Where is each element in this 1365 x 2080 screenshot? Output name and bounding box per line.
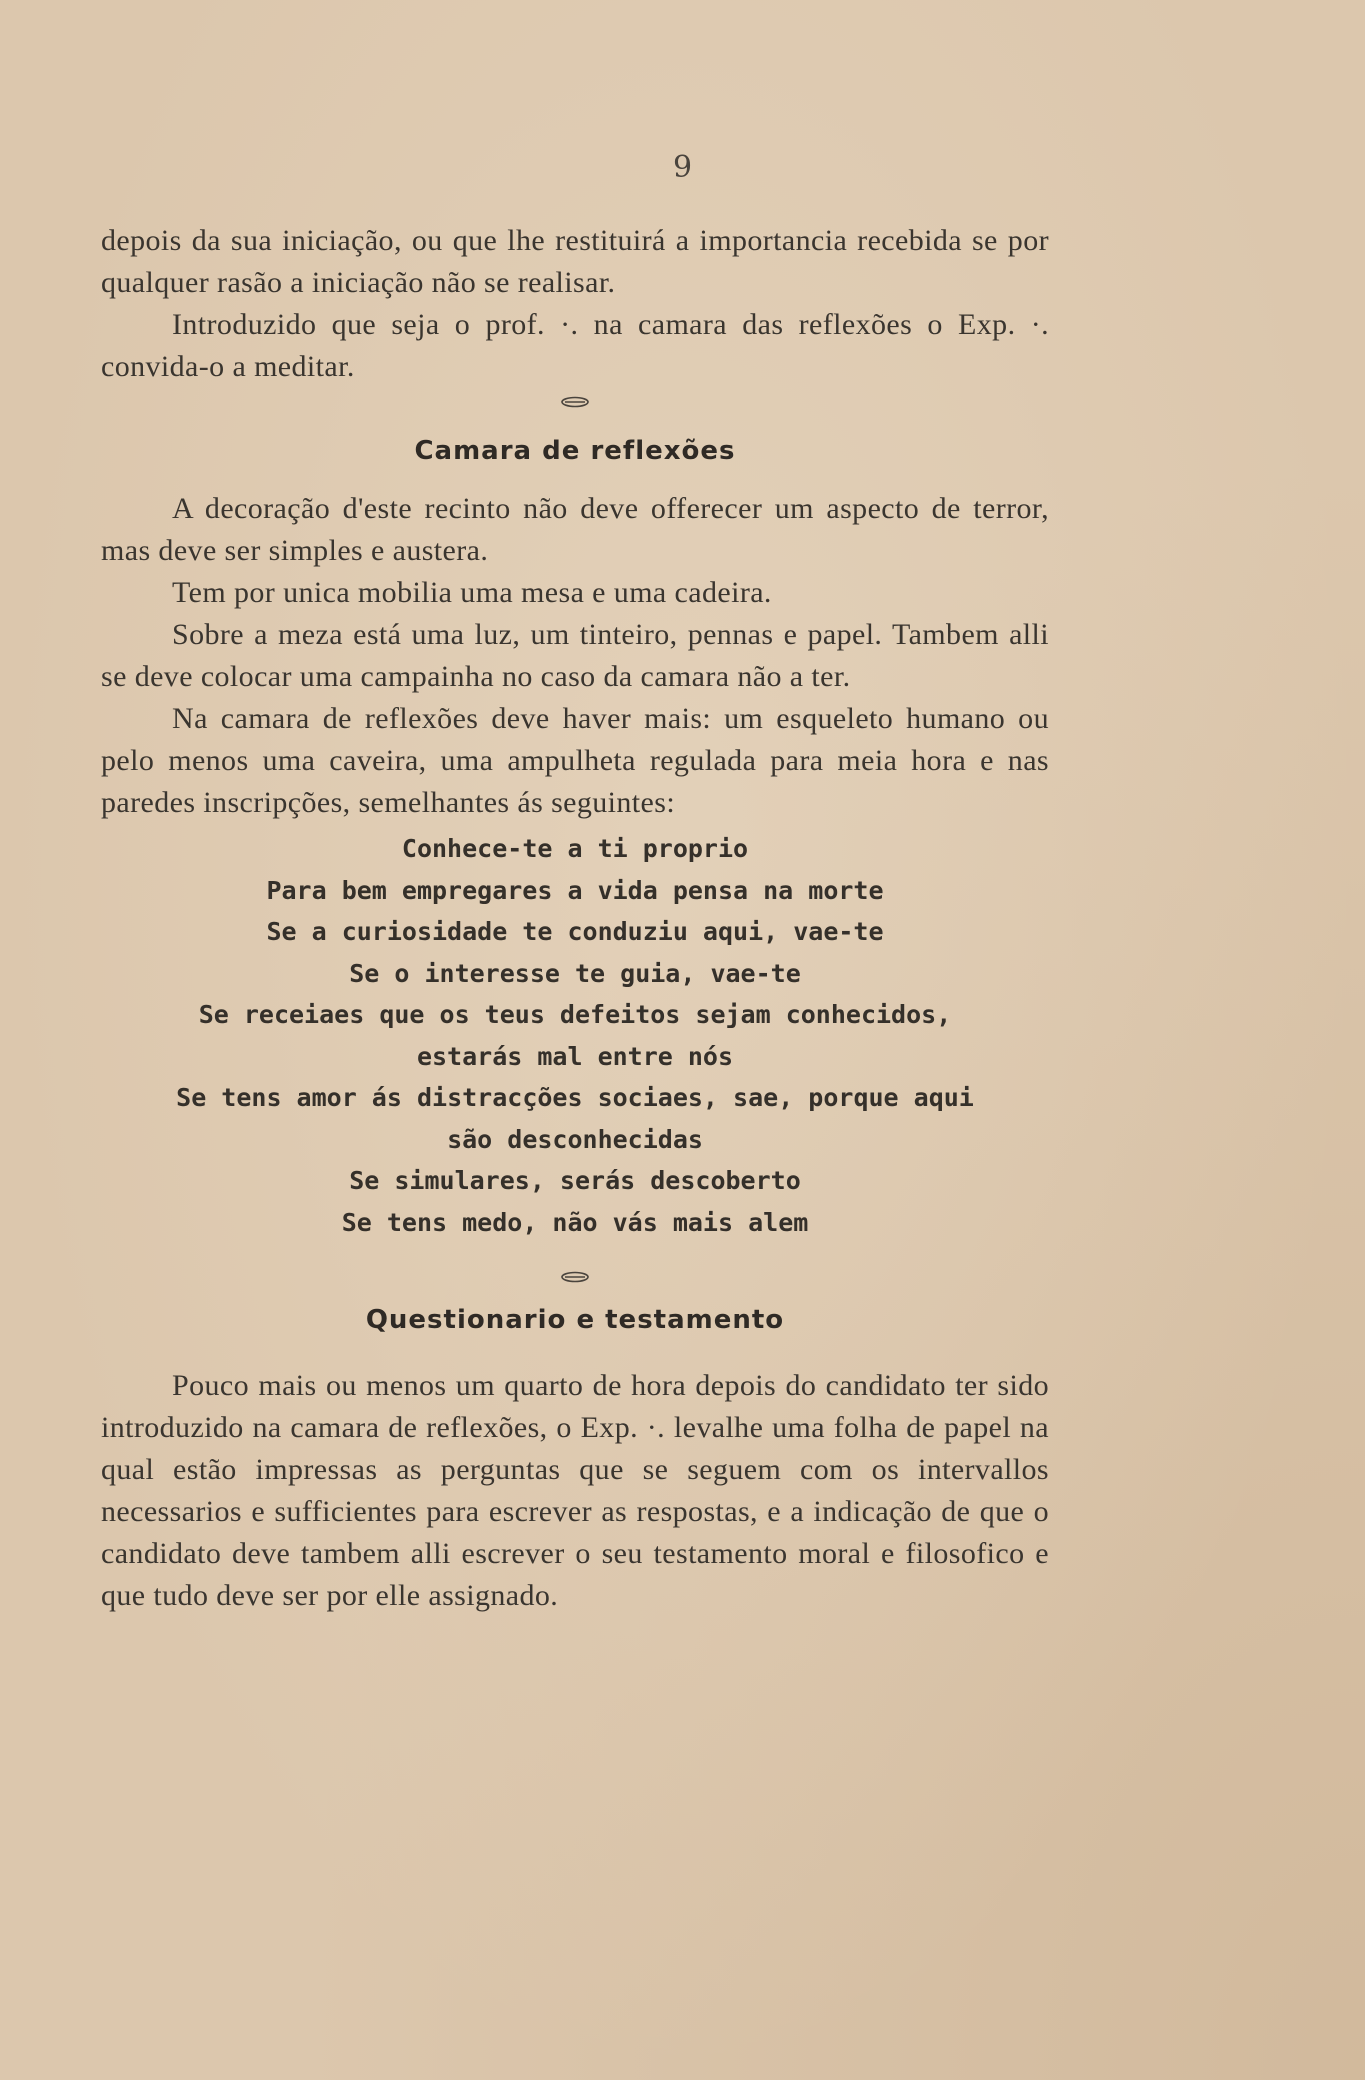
paragraph-decoracao: A decoração d'este recinto não deve offerecer um aspecto de terror, mas deve ser simples e austera. [101, 492, 1049, 567]
inscription-line: Conhece-te a ti proprio [401, 834, 749, 863]
text-column [101, 220, 1049, 1617]
section-divider-ornament [101, 1271, 1049, 1283]
inscription-line: são desconhecidas [447, 1124, 703, 1154]
section-heading-camara: Camara de reflexões [414, 436, 736, 466]
paragraph-introduction: Introduzido que seja o prof. ·. na camara das reflexões o Exp. ·. convida-o a meditar. [101, 308, 1049, 383]
inscription-line: Se receiaes que os teus defeitos sejam conhecidos, [198, 1000, 952, 1029]
divider-ornament-icon [560, 396, 590, 408]
inscriptions-list [101, 828, 1049, 1243]
inscription-line: Se simulares, serás descoberto [349, 1166, 801, 1195]
inscription-line: Se a curiosidade te conduziu aqui, vae-te [266, 917, 884, 946]
divider-ornament-icon [560, 1271, 590, 1283]
inscription-line: Para bem empregares a vida pensa na morte [266, 875, 884, 905]
paragraph-continuation: depois da sua iniciação, ou que lhe restituirá a importancia recebida se por qualquer rasão a iniciação não se realisar. [101, 224, 1049, 299]
inscription-line: Se tens amor ás distracções sociaes, sae, porque aqui [176, 1083, 974, 1112]
inscription-line: estarás mal entre nós [416, 1041, 734, 1071]
paragraph-meza: Sobre a meza está uma luz, um tinteiro, pennas e papel. Tambem alli se deve colocar uma campainha no caso da camara não a ter. [101, 618, 1049, 693]
paragraph-esqueleto: Na camara de reflexões deve haver mais: um esqueleto humano ou pelo menos uma caveira, uma ampulheta regulada para meia hora e nas paredes inscripções, semelhantes ás seguintes: [101, 702, 1049, 819]
paragraph-questionario: Pouco mais ou menos um quarto de hora depois do candidato ter sido introduzido na camara de reflexões, o Exp. ·. levalhe uma folha de papel na qual estão impressas as perguntas que se seguem com os intervallos necessarios e sufficientes para escrever as respostas, e a indicação de que o candidato deve tambem alli escrever o seu testamento moral e filosofico e que tudo deve ser por elle assignado. [101, 1369, 1049, 1612]
section-divider-ornament [101, 396, 1049, 408]
paragraph-mobilia: Tem por unica mobilia uma mesa e uma cadeira. [172, 576, 772, 609]
section-heading-questionario: Questionario e testamento [365, 1305, 785, 1335]
page-number: 9 [672, 150, 693, 185]
inscription-line: Se o interesse te guia, vae-te [349, 958, 801, 988]
inscription-line: Se tens medo, não vás mais alem [341, 1207, 809, 1237]
